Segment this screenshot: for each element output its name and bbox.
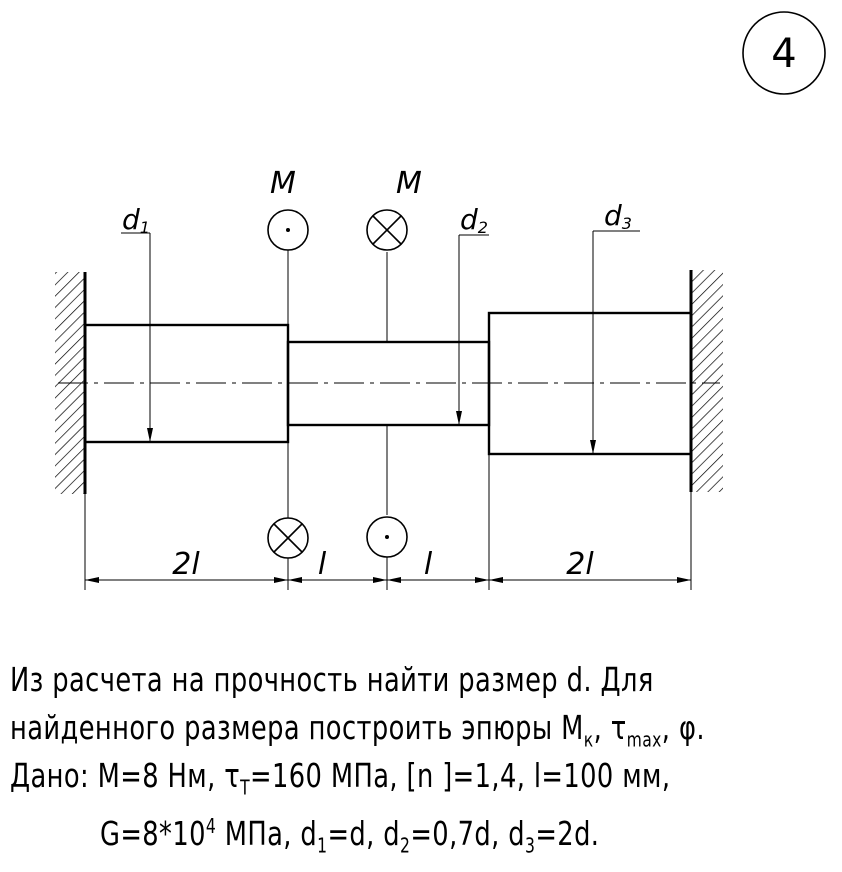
svg-text:d2 [460,203,488,237]
moment-label-left: M [270,166,296,201]
d3-dimension [590,199,640,454]
task-line-4: $G=8*10^4$ МПа, $d_1=d$, $d_2=0,7d$, $d_3=2d$. [100,814,600,858]
moment-label-right: M [396,166,422,201]
d2-label: d [460,203,478,236]
right-wall-support [691,270,723,492]
moment-cross-bottom [268,518,308,558]
task-line-1: Из расчета на прочность найти размер d. Для [10,660,654,699]
dim-label-4: 2l [566,547,594,582]
moment-dot-top [268,210,308,250]
moment-dot-bottom [367,517,407,557]
d1-dimension [121,203,153,442]
page-number: 4 [771,31,797,77]
task-line-3: Дано: M=8 Нм, $\tau_Т=160$ МПа, [n ]=1,4, l=100 мм, [10,756,671,800]
task-line-2: найденного размера построить эпюры $M_к$, $\tau_{max}$, φ. [10,708,705,752]
dim-label-3: l [423,547,433,582]
dim-label-1: 2l [172,547,200,582]
d1-sub: 1 [139,218,150,237]
moment-cross-top [367,210,407,250]
d2-sub: 2 [477,218,488,237]
svg-text:d1 [122,203,150,237]
dim-label-2: l [317,547,327,582]
d3-sub: 3 [621,214,632,233]
svg-text:d3 [604,199,632,233]
d2-dimension [456,203,489,425]
page-number-badge [743,12,825,94]
d3-label: d [604,199,622,232]
d1-label: d [122,203,140,236]
